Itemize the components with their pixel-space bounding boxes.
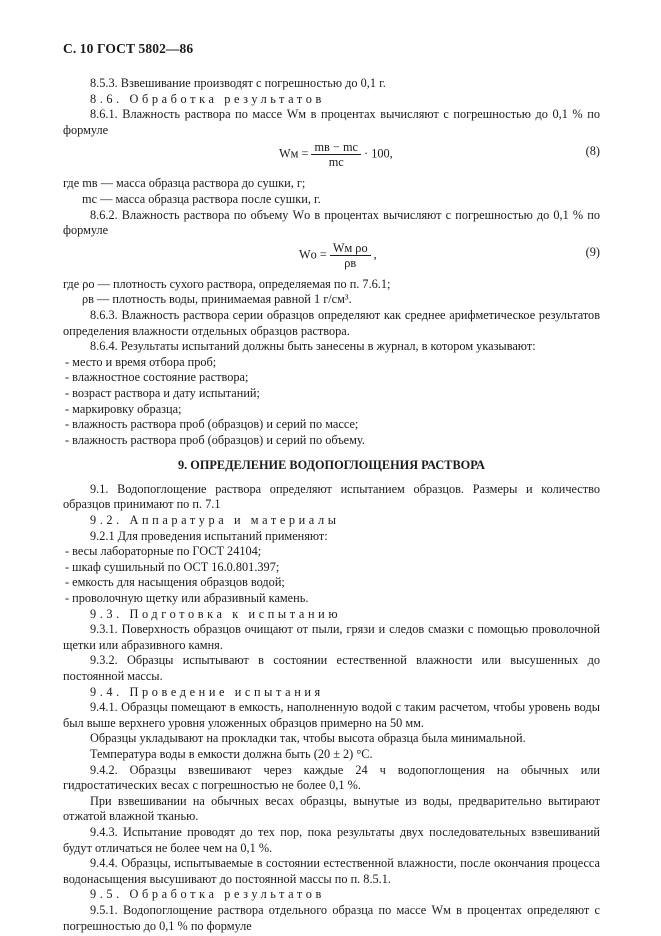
where-9-line-1: где ρо — плотность сухого раствора, определяемая по п. 7.6.1;	[63, 276, 391, 291]
formula-9	[63, 239, 600, 277]
para-8-6-4: 8.6.4. Результаты испытаний должны быть занесены в журнал, в котором указывают:	[90, 339, 536, 354]
page-header: С. 10 ГОСТ 5802—86	[63, 41, 194, 56]
list-item: - весы лабораторные по ГОСТ 24104;	[65, 544, 262, 559]
para-9-1: 9.1. Водопоглощение раствора определяют испытанием образцов. Размеры и количество образцов принимают по п. 7.1	[63, 481, 600, 512]
subheading-9-4: 9.4. Проведение испытания	[90, 684, 324, 699]
formula-9-fraction	[330, 241, 371, 270]
para-8-6-2: 8.6.2. Влажность раствора по объему Wо в процентах вычисляют с погрешностью до 0,1 % по формуле	[63, 207, 600, 238]
list-item: - влажностное состояние раствора;	[65, 370, 249, 385]
para-9-2-1: 9.2.1 Для проведения испытаний применяют:	[90, 528, 328, 543]
para-9-4-4: 9.4.4. Образцы, испытываемые в состоянии естественной влажности, после окончания процесса водонасыщения высушивают до постоянной массы по п. 8.5.1.	[63, 856, 600, 886]
list-item: - влажность раствора проб (образцов) и серий по объему.	[65, 432, 365, 447]
formula-8-number: (8)	[585, 144, 600, 159]
list-item: - место и время отбора проб;	[65, 354, 217, 369]
section-9-heading: 9. ОПРЕДЕЛЕНИЕ ВОДОПОГЛОЩЕНИЯ РАСТВОРА	[177, 458, 486, 473]
list-item: - емкость для насыщения образцов водой;	[65, 575, 285, 590]
para-9-4-1-c: Температура воды в емкости должна быть (20 ± 2) °С.	[90, 746, 373, 761]
para-9-4-3: 9.4.3. Испытание проводят до тех пор, пока результаты двух последовательных взвешиваний будут отличаться не более чем на 0,1 %.	[63, 824, 600, 855]
page-content	[63, 76, 600, 934]
subheading-9-2: 9.2. Аппаратура и материалы	[90, 513, 340, 528]
list-item: - шкаф сушильный по ОСТ 16.0.801.397;	[65, 559, 280, 574]
formula-8-denominator: mс	[328, 155, 344, 170]
formula-8-lhs: Wм =	[279, 146, 309, 161]
para-9-4-2-b: При взвешивании на обычных весах образцы, вынутые из воды, предварительно вытирают отжатой влажной тканью.	[63, 793, 600, 824]
formula-9-expression	[299, 241, 377, 270]
para-9-4-1: 9.4.1. Образцы помещают в емкость, наполненную водой с таким расчетом, чтобы уровень воды был выше верхнего уровня уложенных образцов примерно на 50 мм.	[63, 700, 600, 730]
para-9-3-2: 9.3.2. Образцы испытывают в состоянии естественной влажности или высушенных до постоянной массы.	[63, 653, 600, 683]
para-8-5-3: 8.5.3. Взвешивание производят с погрешностью до 0,1 г.	[90, 76, 386, 90]
formula-8-fraction	[311, 140, 360, 169]
formula-9-denominator: ρв	[344, 255, 357, 270]
para-9-4-1-b: Образцы укладывают на прокладки так, чтобы высота образца была минимальной.	[90, 731, 526, 746]
list-item: - возраст раствора и дату испытаний;	[65, 385, 260, 400]
formula-8-expression	[279, 140, 393, 169]
para-9-5-1: 9.5.1. Водопоглощение раствора отдельного образца по массе Wм в процентах определяют с погрешностью до 0,1 % по формуле	[63, 902, 600, 933]
list-item: - маркировку образца;	[65, 401, 182, 416]
subheading-8-6: 8.6. Обработка результатов	[90, 91, 325, 106]
para-8-6-1: 8.6.1. Влажность раствора по массе Wм в процентах вычисляют с погрешностью до 0,1 % по формуле	[63, 107, 600, 137]
subheading-9-3: 9.3. Подготовка к испытанию	[90, 606, 342, 621]
where-9-line-2: ρв — плотность воды, принимаемая равной 1 г/см³.	[82, 292, 352, 307]
list-item: - проволочную щетку или абразивный камень.	[65, 591, 309, 606]
formula-9-numerator: Wм ρо	[330, 241, 371, 256]
where-8-line-2: mс — масса образца раствора после сушки, г.	[82, 191, 321, 206]
subheading-9-5: 9.5. Обработка результатов	[90, 887, 325, 902]
para-8-6-3: 8.6.3. Влажность раствора серии образцов определяют как среднее арифметическое результатов определения влажности отдельных образцов раствора.	[63, 307, 600, 338]
formula-8-tail: · 100,	[364, 146, 393, 161]
formula-8	[63, 138, 600, 176]
formula-8-numerator: mв − mс	[311, 140, 360, 155]
journal-list	[63, 355, 600, 449]
where-8-line-1: где mв — масса образца раствора до сушки, г;	[63, 176, 306, 191]
para-9-3-1: 9.3.1. Поверхность образцов очищают от пыли, грязи и следов смазки с помощью проволочной щетки или абразивного камня.	[63, 622, 600, 652]
para-9-4-2: 9.4.2. Образцы взвешивают через каждые 24 ч водопоглощения на обычных или гидростатических весах с погрешностью не более 0,1 %.	[63, 762, 600, 793]
equipment-list	[63, 544, 600, 606]
formula-9-lhs: Wо =	[299, 247, 327, 262]
formula-9-number: (9)	[585, 244, 600, 259]
list-item: - влажность раствора проб (образцов) и серий по массе;	[65, 417, 359, 432]
formula-9-tail: ,	[373, 247, 377, 262]
